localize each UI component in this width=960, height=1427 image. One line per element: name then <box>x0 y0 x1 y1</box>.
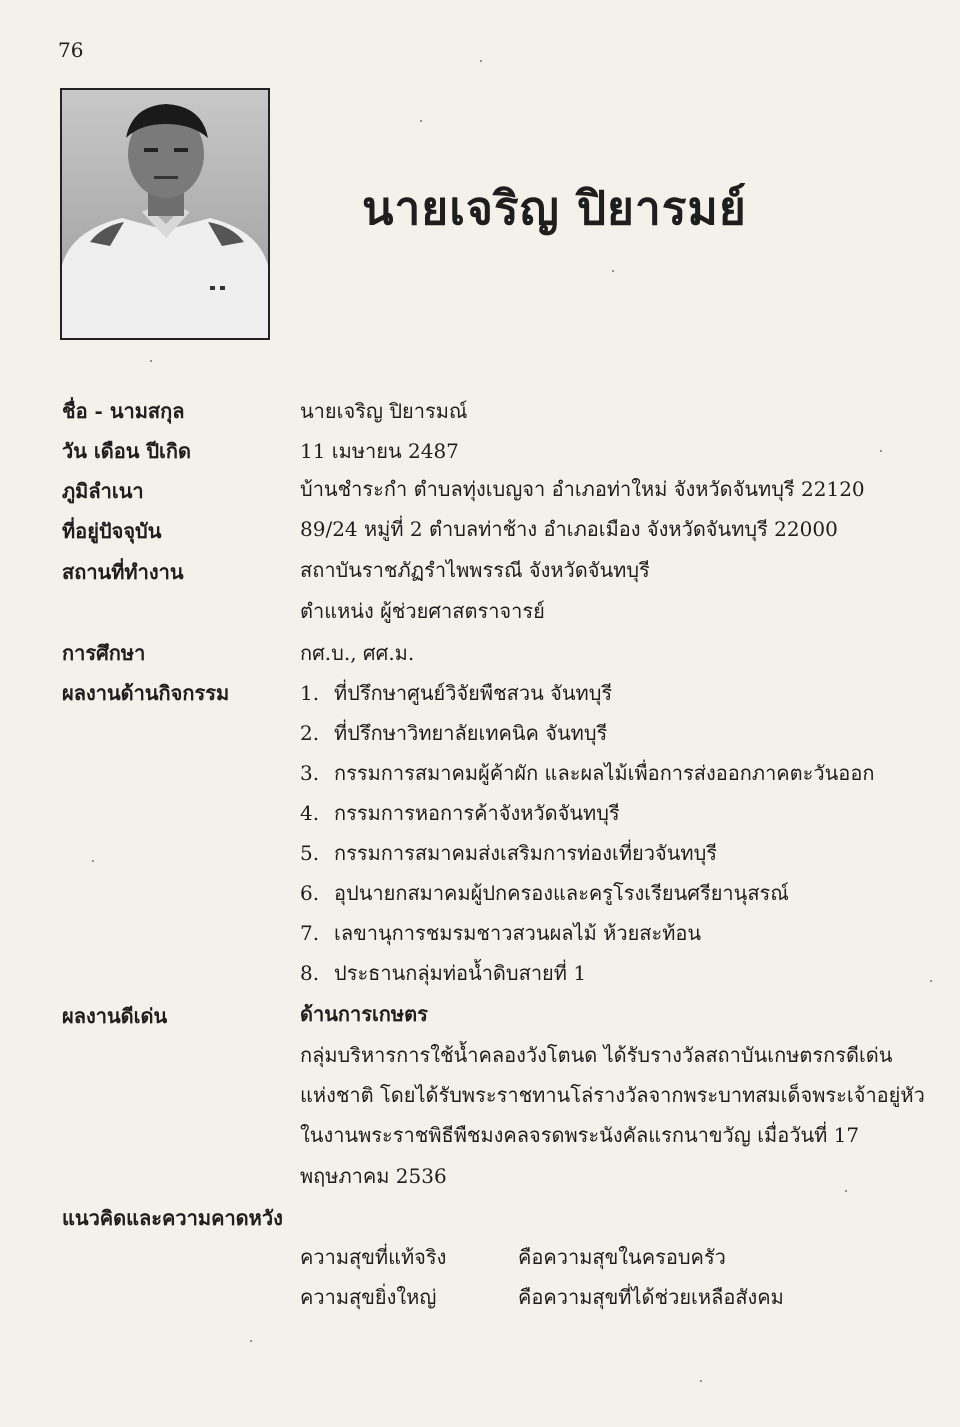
achievements-heading: ด้านการเกษตร <box>300 1002 428 1026</box>
activity-text: ที่ปรึกษาวิทยาลัยเทคนิค จันทบุรี <box>334 721 608 745</box>
activity-item <box>300 837 717 869</box>
address-value: 89/24 หมู่ที่ 2 ตำบลท่าช้าง อำเภอเมือง จังหวัดจันทบุรี 22000 <box>300 517 838 541</box>
workplace-value: สถาบันราชภัฏรำไพพรรณี จังหวัดจันทบุรี <box>300 558 650 582</box>
activity-item <box>300 677 612 709</box>
activity-text: ประธานกลุ่มท่อน้ำดิบสายที่ 1 <box>334 961 587 985</box>
philosophy-left: ความสุขที่แท้จริง <box>300 1245 447 1269</box>
activity-text: เลขานุการชมรมชาวสวนผลไม้ ห้วยสะท้อน <box>334 921 702 945</box>
activity-number: 6. <box>300 881 320 905</box>
activity-number: 2. <box>300 721 320 745</box>
activities-label: ผลงานด้านกิจกรรม <box>62 681 230 705</box>
activity-number: 8. <box>300 961 320 985</box>
activity-item <box>300 797 620 829</box>
activity-text: กรรมการสมาคมผู้ค้าผัก และผลไม้เพื่อการส่งออกภาคตะวันออก <box>334 761 875 785</box>
activity-number: 4. <box>300 801 320 825</box>
achievement-line: พฤษภาคม 2536 <box>300 1164 447 1188</box>
activity-text: ที่ปรึกษาศูนย์วิจัยพืชสวน จันทบุรี <box>334 681 613 705</box>
hometown-value: บ้านชำระกำ ตำบลทุ่งเบญจา อำเภอท่าใหม่ จังหวัดจันทบุรี 22120 <box>300 477 865 501</box>
philosophy-right: คือความสุขในครอบครัว <box>518 1245 726 1269</box>
activity-number: 7. <box>300 921 320 945</box>
activity-text: อุปนายกสมาคมผู้ปกครองและครูโรงเรียนศรียานุสรณ์ <box>334 881 789 905</box>
activity-item <box>300 877 789 909</box>
portrait-illustration <box>62 90 268 338</box>
achievements-label: ผลงานดีเด่น <box>62 1004 168 1028</box>
activity-text: กรรมการสมาคมส่งเสริมการท่องเที่ยวจันทบุรี <box>334 841 718 865</box>
name-value: นายเจริญ ปิยารมณ์ <box>300 399 468 423</box>
education-label: การศึกษา <box>62 641 146 665</box>
name-label: ชื่อ - นามสกุล <box>62 399 185 423</box>
birthdate-value: 11 เมษายน 2487 <box>300 439 459 463</box>
philosophy-left: ความสุขยิ่งใหญ่ <box>300 1285 437 1309</box>
page-number: 76 <box>58 38 84 62</box>
activity-item <box>300 757 874 789</box>
activity-text: กรรมการหอการค้าจังหวัดจันทบุรี <box>334 801 620 825</box>
portrait-photo <box>60 88 270 340</box>
activity-number: 1. <box>300 681 320 705</box>
activity-number: 5. <box>300 841 320 865</box>
page-title: นายเจริญ ปิยารมย์ <box>362 181 747 235</box>
position-value: ตำแหน่ง ผู้ช่วยศาสตราจารย์ <box>300 599 545 623</box>
workplace-label: สถานที่ทำงาน <box>62 560 184 584</box>
achievement-line: ในงานพระราชพิธีพืชมงคลจรดพระนังคัลแรกนาขวัญ เมื่อวันที่ 17 <box>300 1123 860 1147</box>
address-label: ที่อยู่ปัจจุบัน <box>62 519 162 543</box>
activity-item <box>300 717 607 749</box>
activity-item <box>300 957 586 989</box>
philosophy-right: คือความสุขที่ได้ช่วยเหลือสังคม <box>518 1285 784 1309</box>
birthdate-label: วัน เดือน ปีเกิด <box>62 439 191 463</box>
achievement-line: กลุ่มบริหารการใช้น้ำคลองวังโตนด ได้รับรางวัลสถาบันเกษตรกรดีเด่น <box>300 1043 893 1067</box>
activity-item <box>300 917 701 949</box>
education-value: กศ.บ., ศศ.ม. <box>300 641 415 665</box>
hometown-label: ภูมิลำเนา <box>62 479 144 503</box>
philosophy-label: แนวคิดและความคาดหวัง <box>62 1206 283 1230</box>
activity-number: 3. <box>300 761 320 785</box>
achievement-line: แห่งชาติ โดยได้รับพระราชทานโล่รางวัลจากพระบาทสมเด็จพระเจ้าอยู่หัว <box>300 1083 925 1107</box>
